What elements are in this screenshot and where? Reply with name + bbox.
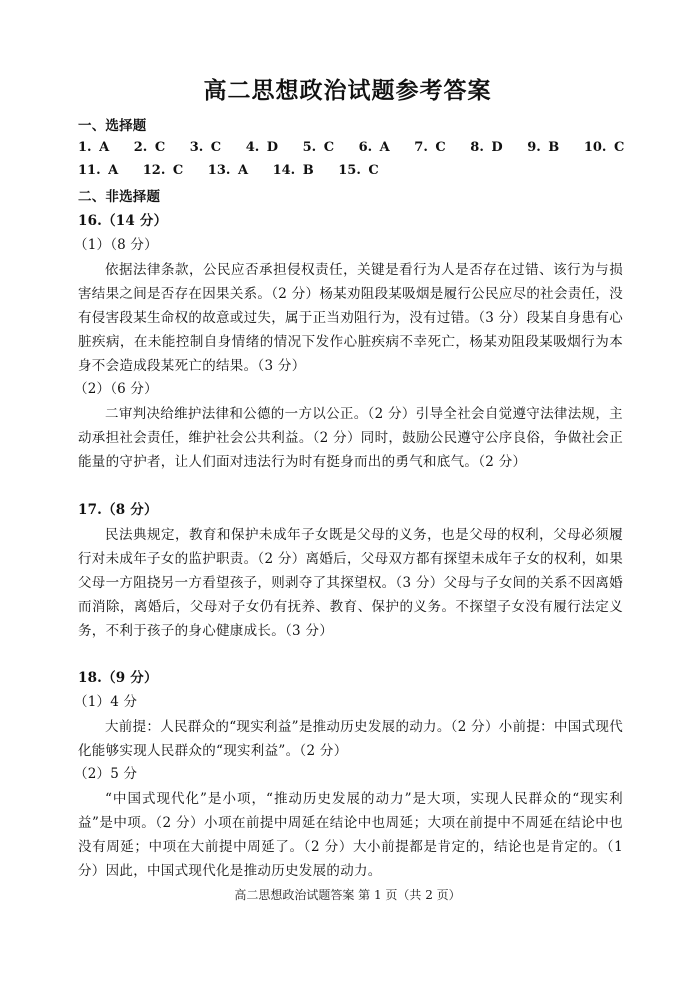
q17-text: 民法典规定，教育和保护未成年子女既是父母的义务，也是父母的权利，父母必须履行对未成年子女的监护职责。（2 分）离婚后，父母双方都有探望未成年子女的权利，如果父母一方阻挠另一方看望孩子，则剥夺了其探望权。（3 分）父母与子女间的关系不因离婚而消除，离婚后，父母对子女仍有抚养、教育、保护的义务。不探望子女没有履行法定义务，不利于孩子的身心健康成长。（3 分）: [78, 527, 623, 639]
answer-10: 10. C: [583, 140, 625, 155]
q18-part1-text: 大前提：人民群众的“现实利益”是推动历史发展的动力。（2 分）小前提：中国式现代化能够实现人民群众的“现实利益”。（2 分）: [78, 719, 623, 759]
answer-6: 6. A: [358, 140, 390, 155]
choice-answers-row-2: [78, 163, 396, 178]
section-heading-non-choice: 二、非选择题: [78, 189, 161, 205]
answer-7: 7. C: [414, 140, 446, 155]
q18-part2-text: “中国式现代化”是小项，“推动历史发展的动力”是大项，实现人民群众的“现实利益”是中项。（2 分）小项在前提中周延在结论中也周延；大项在前提中不周延在结论中也没有周延；中项在大前提中周延了。（2 分）大小前提都是肯定的，结论也是肯定的。（1 分）因此，中国式现代化是推动历史发展的动力。: [78, 791, 623, 879]
answer-12: 12. C: [142, 163, 184, 178]
answer-15: 15. C: [338, 163, 379, 178]
q18-heading: 18.（9 分）: [78, 670, 158, 686]
answer-3: 3. C: [189, 140, 222, 155]
page-footer: 高二思想政治试题答案 第 1 页（共 2 页）: [234, 888, 461, 902]
page-title: 高二思想政治试题参考答案: [203, 78, 492, 104]
answer-13: 13. A: [207, 163, 249, 178]
q16-part2-text: 二审判决给维护法律和公德的一方以公正。（2 分）引导全社会自觉遵守法律法规，主动承担社会责任，维护社会公共利益。（2 分）同时，鼓励公民遵守公序良俗，争做社会正能量的守护者，让人们面对违法行为时有挺身而出的勇气和底气。（2 分）: [78, 406, 623, 470]
answer-1: 1. A: [78, 140, 110, 155]
section-heading-choice: 一、选择题: [78, 118, 147, 134]
q16-heading: 16.（14 分）: [78, 213, 168, 229]
answer-5: 5. C: [302, 140, 335, 155]
q16-part2-label: （2）（6 分）: [74, 381, 158, 397]
answer-14: 14. B: [272, 163, 314, 178]
answer-8: 8. D: [470, 140, 503, 155]
answer-9: 9. B: [527, 140, 560, 155]
q16-part1-label: （1）（8 分）: [74, 237, 158, 253]
q17-heading: 17.（8 分）: [78, 502, 158, 518]
answer-4: 4. D: [245, 140, 279, 155]
answer-11: 11. A: [78, 163, 119, 178]
q18-part1-label: （1）4 分: [74, 694, 138, 710]
q18-part2-label: （2）5 分: [74, 766, 138, 782]
answer-2: 2. C: [133, 140, 166, 155]
choice-answers-row-1: [78, 140, 641, 155]
q16-part1-text: 依据法律条款，公民应否承担侵权责任，关键是看行为人是否存在过错、该行为与损害结果之间是否存在因果关系。（2 分）杨某劝阻段某吸烟是履行公民应尽的社会责任，没有侵害段某生命权的故意或过失，属于正当劝阻行为，没有过错。（3 分）段某自身患有心脏疾病，在未能控制自身情绪的情况下发作心脏疾病不幸死亡，杨某劝阻段某吸烟行为本身不会造成段某死亡的结果。（3 分）: [78, 262, 623, 374]
